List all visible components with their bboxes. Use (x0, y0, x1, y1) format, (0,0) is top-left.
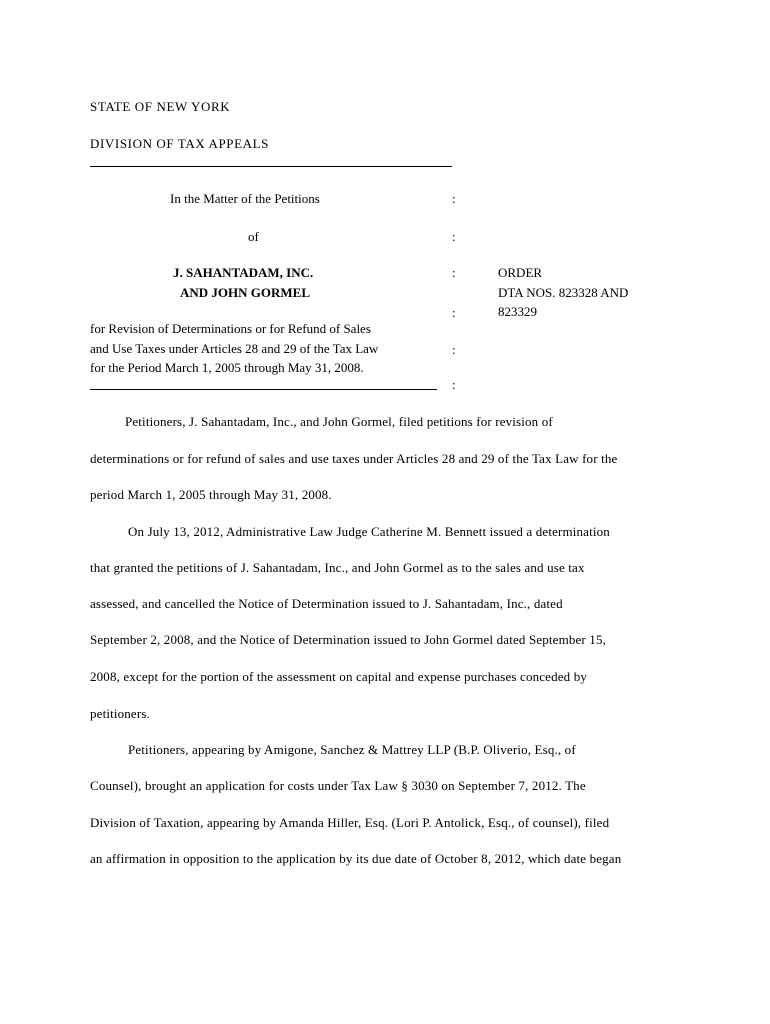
header-rule (90, 166, 452, 167)
caption-colon: : (452, 191, 456, 206)
caption-colon: : (452, 229, 456, 244)
body-line: September 2, 2008, and the Notice of Determination issued to John Gormel dated September 15, (90, 632, 606, 647)
body-line: Division of Taxation, appearing by Amanda Hiller, Esq. (Lori P. Antolick, Esq., of counsel), filed (90, 815, 610, 830)
state-heading: STATE OF NEW YORK (90, 99, 231, 114)
body-line: that granted the petitions of J. Sahantadam, Inc., and John Gormel as to the sales and use tax (90, 560, 585, 575)
dta-numbers-line2: 823329 (498, 304, 537, 319)
body-line: petitioners. (90, 706, 150, 721)
caption-matter: In the Matter of the Petitions (170, 191, 320, 206)
body-line: Petitioners, J. Sahantadam, Inc., and John Gormel, filed petitions for revision of (125, 414, 553, 429)
body-line: assessed, and cancelled the Notice of Determination issued to J. Sahantadam, Inc., dated (90, 596, 563, 611)
body-line: 2008, except for the portion of the assessment on capital and expense purchases conceded by (90, 669, 588, 684)
party-name-line2: AND JOHN GORMEL (180, 285, 310, 300)
caption-purpose-line: for Revision of Determinations or for Refund of Sales (90, 321, 371, 336)
caption-colon: : (452, 377, 456, 392)
caption-rule (90, 389, 437, 390)
caption-purpose-line: and Use Taxes under Articles 28 and 29 of the Tax Law (90, 341, 379, 356)
division-heading: DIVISION OF TAX APPEALS (90, 136, 270, 151)
caption-of: of (248, 229, 259, 244)
body-line: Petitioners, appearing by Amigone, Sanchez & Mattrey LLP (B.P. Oliverio, Esq., of (128, 742, 576, 757)
body-line: Counsel), brought an application for costs under Tax Law § 3030 on September 7, 2012. The (90, 778, 586, 793)
body-line: determinations or for refund of sales and use taxes under Articles 28 and 29 of the Tax Law for the (90, 451, 618, 466)
caption-colon: : (452, 305, 456, 320)
party-name-line1: J. SAHANTADAM, INC. (173, 265, 314, 280)
caption-colon: : (452, 265, 456, 280)
order-title: ORDER (498, 265, 543, 280)
body-line: an affirmation in opposition to the application by its due date of October 8, 2012, which date began (90, 851, 622, 866)
body-line: period March 1, 2005 through May 31, 2008. (90, 487, 332, 502)
caption-colon: : (452, 342, 456, 357)
body-line: On July 13, 2012, Administrative Law Judge Catherine M. Bennett issued a determination (128, 524, 610, 539)
dta-numbers-line1: DTA NOS. 823328 AND (498, 285, 629, 300)
caption-purpose-line: for the Period March 1, 2005 through May 31, 2008. (90, 360, 364, 375)
